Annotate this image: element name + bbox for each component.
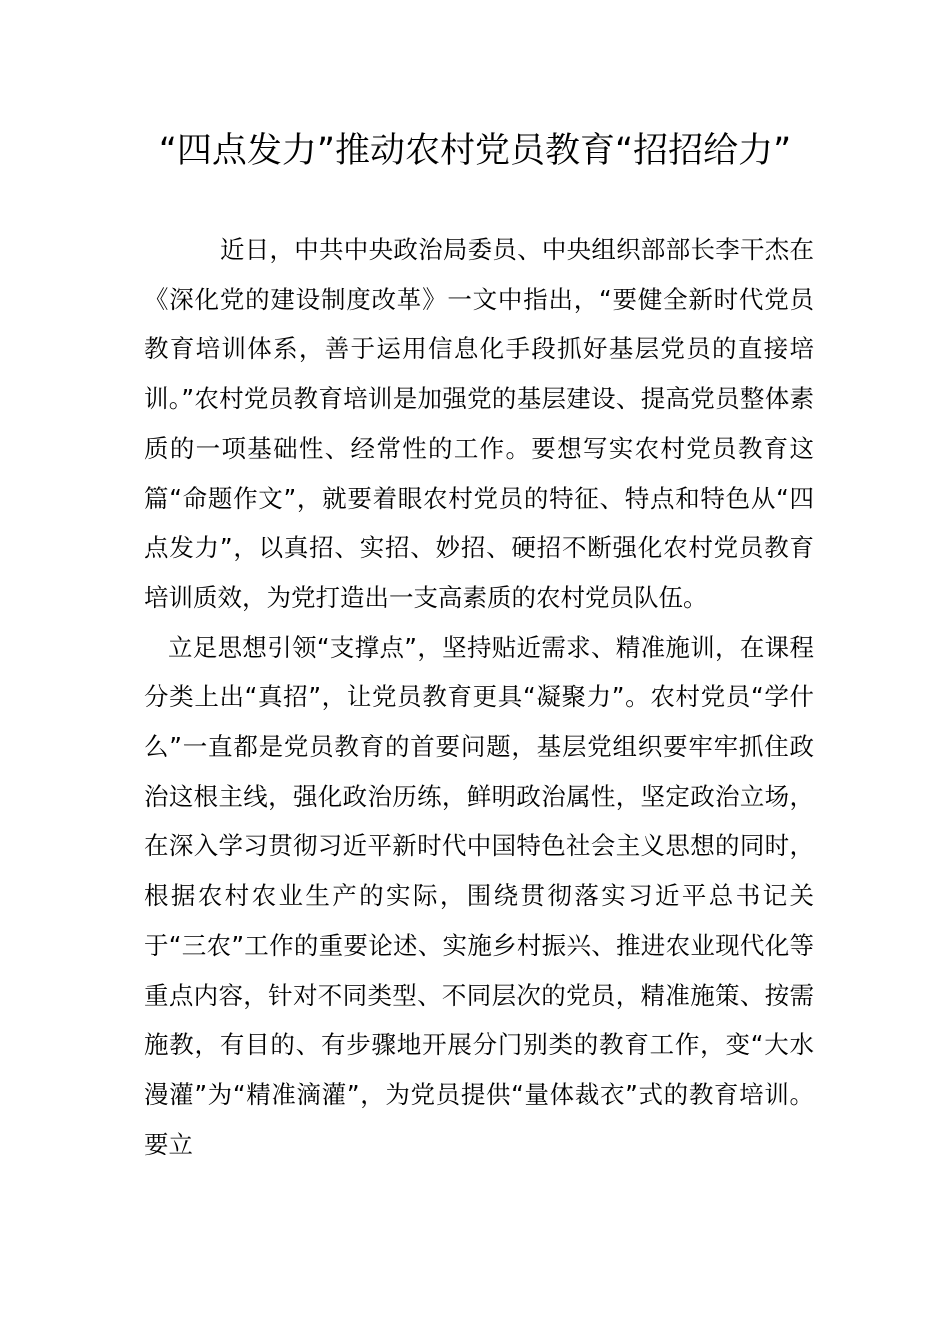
document-title: “四点发力”推动农村党员教育“招招给力” xyxy=(158,131,792,171)
paragraph-ideological-guidance: 立足思想引领“支撑点”，坚持贴近需求、精准施训，在课程分类上出“真招”，让党员教育更具“凝聚力”。农村党员“学什么”一直都是党员教育的首要问题，基层党组织要牢牢抓住政治这根主线，强化政治历练，鲜明政治属性，坚定政治立场，在深入学习贯彻习近平新时代中国特色社会主义思想的同时，根据农村农业生产的实际，围绕贯彻落实习近平总书记关于“三农”工作的重要论述、实施乡村振兴、推进农业现代化等重点内容，针对不同类型、不同层次的党员，精准施策、按需施教，有目的、有步骤地开展分门别类的教育工作，变“大水漫灌”为“精准滴灌”，为党员提供“量体裁衣”式的教育培训。要立 xyxy=(144,632,814,1159)
document-body xyxy=(144,225,814,1169)
paragraph-intro: 近日，中共中央政治局委员、中央组织部部长李干杰在《深化党的建设制度改革》一文中指出，“要健全新时代党员教育培训体系，善于运用信息化手段抓好基层党员的直接培训。”农村党员教育培训是加强党的基层建设、提高党员整体素质的一项基础性、经常性的工作。要想写实农村党员教育这篇“命题作文”，就要着眼农村党员的特征、特点和特色从“四点发力”，以真招、实招、妙招、硬招不断强化农村党员教育培训质效，为党打造出一支高素质的农村党员队伍。 xyxy=(144,235,814,612)
